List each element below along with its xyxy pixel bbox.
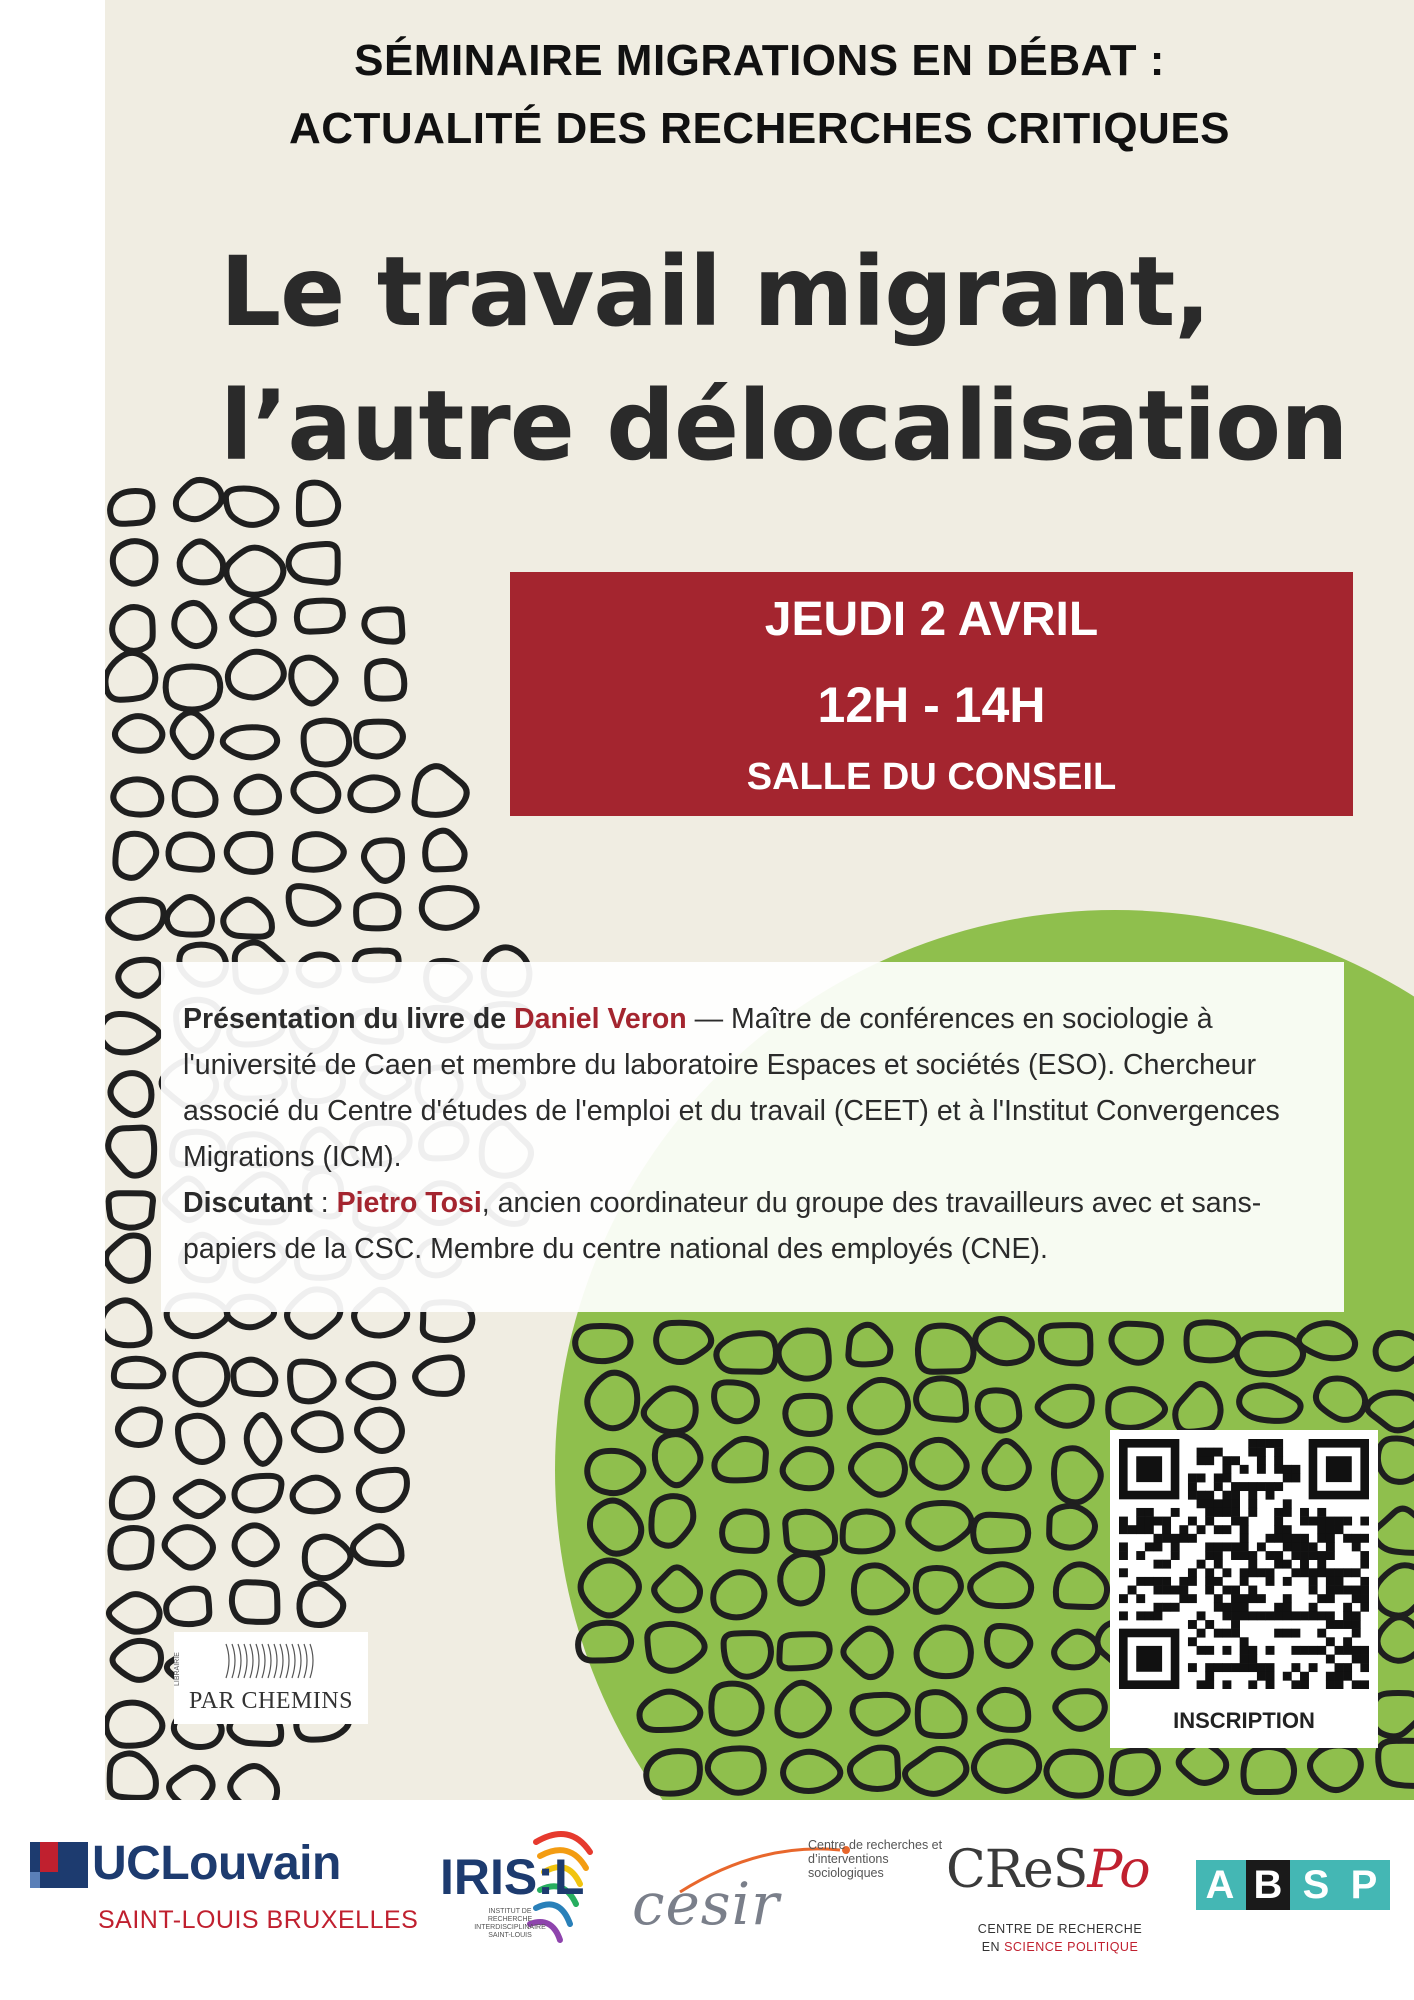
bookshop-logo [174,1632,368,1724]
event-date: JEUDI 2 AVRIL [764,593,1099,646]
event-room: SALLE DU CONSEIL [746,756,1117,798]
crespo-subtitle [970,1920,1150,1956]
presentation-lead: Présentation du livre de [183,1003,507,1035]
registration-qr-panel[interactable] [1110,1430,1378,1748]
crespo-subtitle-line2: SCIENCE POLITIQUE [1004,1940,1139,1954]
iris-logo [440,1812,620,1952]
iris-subtitle: INSTITUT DE RECHERCHE INTERDISCIPLINAIRE SAINT-LOUIS [474,1908,546,1939]
crespo-name [946,1840,1150,1900]
cesir-logo [630,1836,960,1956]
discussant-label: Discutant [183,1187,313,1219]
bookshop-logo-name: PAR CHEMINS [189,1688,353,1714]
crespo-subtitle-line1: CENTRE DE RECHERCHE [977,1922,1143,1936]
discussant-bio: , ancien coordinateur du groupe des travailleurs avec et sans-papiers de la CSC. Membre du centre national des employés (CNE). [183,1187,1262,1265]
cesir-description: Centre de recherches et d’interventions sociologiques [808,1838,943,1880]
author-bio: — Maître de conférences en sociologie à l'université de Caen et membre du laboratoire Espaces et sociétés (ESO). Chercheur associé du Centre d'études de l'emploi et du travail (CEET) et à l'Institut Convergences Migrations (ICM). [183,1003,1280,1173]
crespo-name-part2: Po [1087,1840,1150,1900]
absp-letter-a: A [1205,1863,1235,1907]
absp-letter-p: P [1350,1863,1378,1907]
iris-name: IRIS:L [440,1849,585,1905]
bookshop-logo-mark [222,1638,322,1684]
absp-letter-s: S [1302,1863,1330,1907]
uclouvain-name: UCLouvain [92,1837,341,1890]
qr-code-icon[interactable] [1119,1439,1369,1689]
book-title-line2: l’autre délocalisation [220,370,1348,482]
absp-letter-b: B [1246,1860,1290,1910]
seminar-title-line1: SÉMINAIRE MIGRATIONS EN DÉBAT : [354,36,1165,85]
event-time: 12H - 14H [817,677,1046,733]
author-name: Daniel Veron [514,1003,687,1035]
uclouvain-subtitle: SAINT-LOUIS BRUXELLES [98,1906,419,1934]
crespo-subtitle-en: EN [981,1940,1001,1954]
book-title-line1: Le travail migrant, [220,236,1210,348]
crespo-logo [946,1838,1176,1958]
discussant-name: Pietro Tosi [336,1187,482,1219]
event-info-box [510,572,1353,816]
presentation-box [161,962,1344,1312]
absp-logo [1196,1860,1390,1910]
cesir-name: cesir [632,1870,780,1938]
crespo-name-part1: CReS [946,1840,1088,1900]
presentation-text [183,996,1343,1272]
bookshop-logo-small-text: LIBRAIRIE [174,1652,181,1686]
discussant-separator: : [312,1187,337,1219]
registration-label: INSCRIPTION [1173,1708,1315,1733]
uclouvain-mark-icon [30,1842,88,1888]
seminar-title-line2: ACTUALITÉ DES RECHERCHES CRITIQUES [288,104,1231,153]
